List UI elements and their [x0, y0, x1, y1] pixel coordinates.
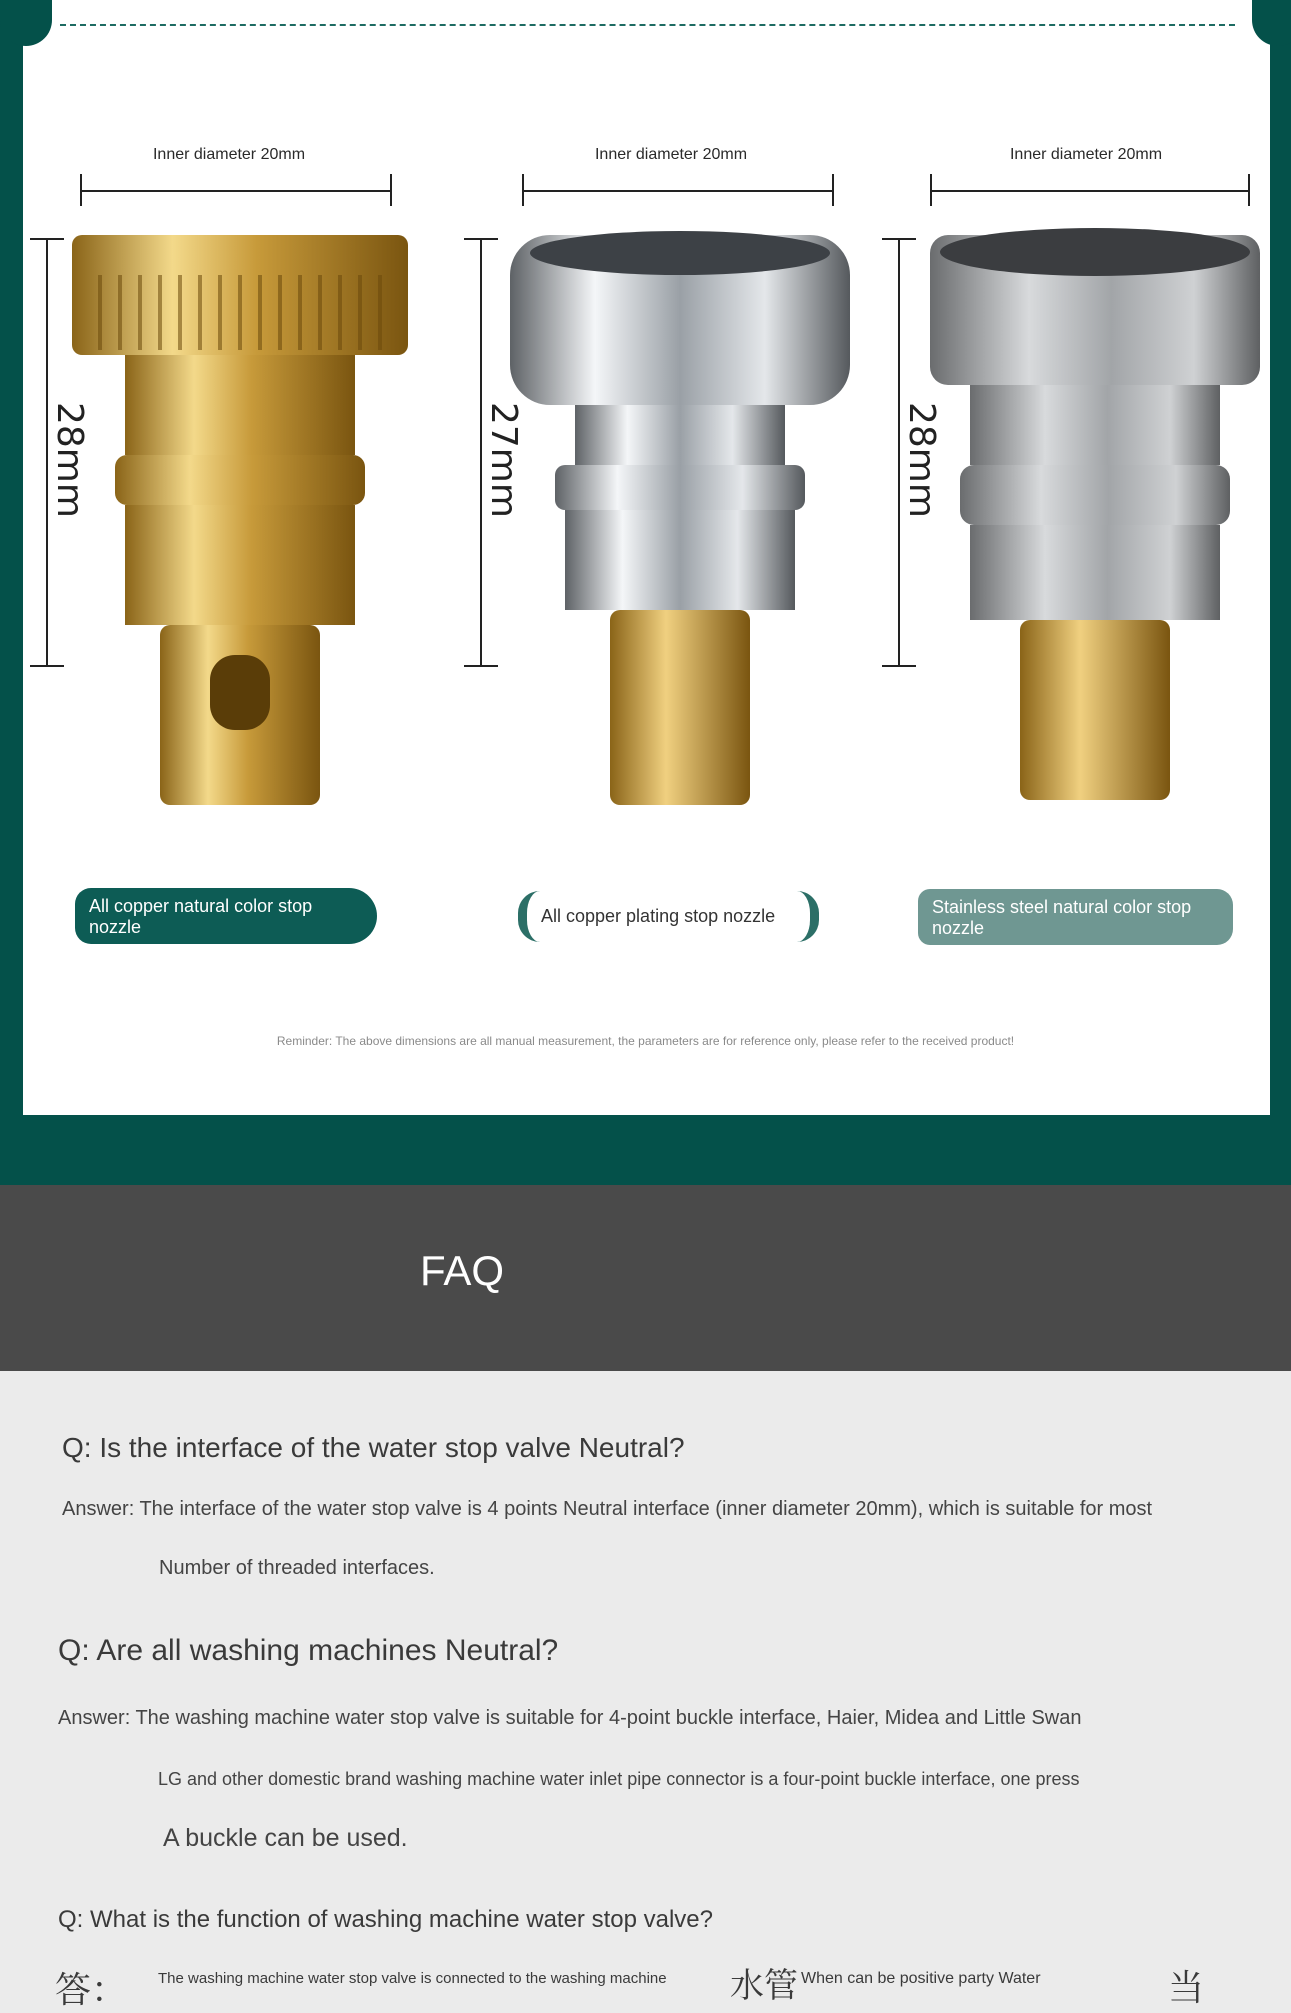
width-dimension-line-3: [930, 190, 1250, 192]
measurement-reminder: Reminder: The above dimensions are all manual measurement, the parameters are for reference only, please refer to the received product!: [276, 1034, 1015, 1048]
height-tick: [882, 665, 916, 667]
label-all-copper-natural: All copper natural color stop nozzle: [75, 888, 377, 944]
faq-answer-2-line-2: LG and other domestic brand washing machine water inlet pipe connector is a four-point buckle interface, one press: [158, 1769, 1080, 1789]
height-tick: [464, 238, 498, 240]
height-dimension-line-1: [46, 239, 48, 667]
height-dimension-line-3: [898, 239, 900, 667]
height-label-1: 28mm: [49, 402, 90, 518]
label-stainless-steel: Stainless steel natural color stop nozzle: [918, 889, 1233, 945]
brass-nozzle-image: [60, 225, 420, 815]
height-tick: [30, 238, 64, 240]
height-tick: [464, 665, 498, 667]
faq-answer-3-prefix: 答：: [55, 1969, 128, 2010]
height-tick: [30, 665, 64, 667]
faq-answer-2-line-3: A buckle can be used.: [163, 1824, 408, 1852]
width-tick: [80, 174, 82, 206]
faq-answer-1-line-2: Number of threaded interfaces.: [159, 1557, 435, 1579]
stainless-nozzle-image: [915, 220, 1275, 810]
height-dimension-line-2: [480, 239, 482, 667]
inner-diameter-label-2: Inner diameter 20mm: [594, 146, 748, 163]
inner-diameter-label-1: Inner diameter 20mm: [152, 146, 306, 163]
faq-question-3: Q: What is the function of washing machine water stop valve?: [58, 1906, 713, 1933]
width-tick: [522, 174, 524, 206]
dashed-divider: [60, 24, 1235, 26]
faq-question-2: Q: Are all washing machines Neutral?: [58, 1634, 559, 1667]
label-all-copper-plating: All copper plating stop nozzle: [518, 891, 819, 942]
chrome-nozzle-image: [500, 225, 860, 815]
height-label-3: 28mm: [901, 402, 942, 518]
width-tick: [1248, 174, 1250, 206]
width-tick: [390, 174, 392, 206]
faq-header-bar: [0, 1185, 1291, 1371]
faq-answer-3-end: 当: [1168, 1967, 1205, 2008]
faq-answer-3-chinese: 水管: [730, 1967, 798, 2005]
width-dimension-line-2: [522, 190, 834, 192]
width-dimension-line-1: [80, 190, 392, 192]
inner-diameter-label-3: Inner diameter 20mm: [1009, 146, 1163, 163]
height-label-2: 27mm: [483, 402, 524, 518]
faq-title: FAQ: [420, 1247, 505, 1294]
faq-answer-3-text-2: When can be positive party Water: [801, 1970, 1041, 1987]
faq-answer-1-line-1: Answer: The interface of the water stop valve is 4 points Neutral interface (inner diameter 20mm), which is suitable for most: [62, 1498, 1153, 1520]
faq-answer-3-text-1: The washing machine water stop valve is connected to the washing machine: [158, 1970, 667, 1987]
width-tick: [832, 174, 834, 206]
height-tick: [882, 238, 916, 240]
width-tick: [930, 174, 932, 206]
faq-answer-2-line-1: Answer: The washing machine water stop valve is suitable for 4-point buckle interface, Haier, Midea and Little Swan: [58, 1707, 1082, 1729]
faq-question-1: Q: Is the interface of the water stop valve Neutral?: [62, 1432, 685, 1463]
